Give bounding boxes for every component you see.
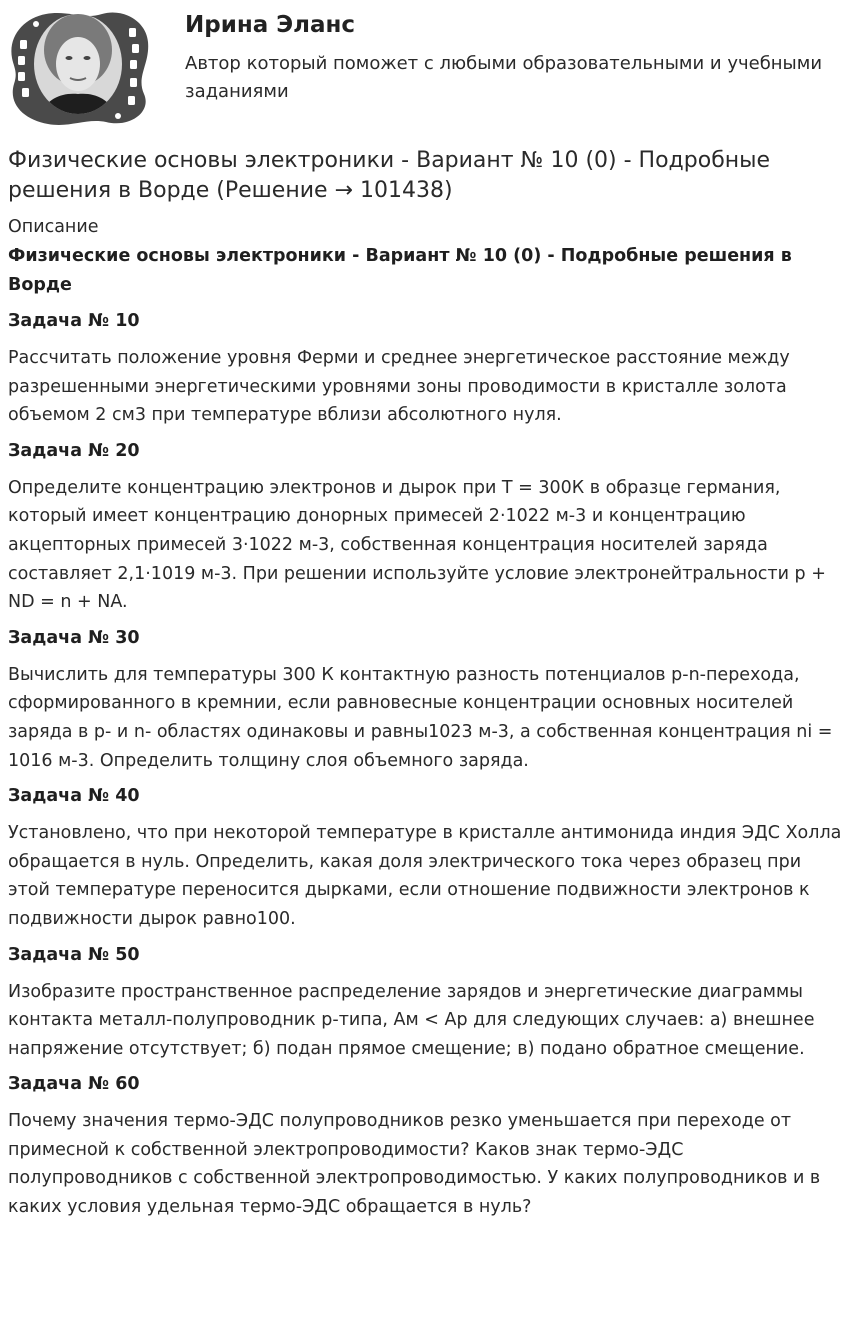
- task-block: [8, 783, 842, 933]
- task-block: [8, 625, 842, 775]
- task-title: Задача № 50: [8, 944, 140, 965]
- task-block: [8, 308, 842, 430]
- main-content: [8, 146, 842, 1230]
- task-text: Установлено, что при некоторой температуре в кристалле антимонида индия ЭДС Холла обращается в нуль. Определить, какая доля электрического тока через образец при этой температуре переносится дырками, если отношение подвижности электронов к подвижности дырок равно100.: [8, 823, 842, 929]
- task-block: [8, 1071, 842, 1221]
- task-text: Рассчитать положение уровня Ферми и среднее энергетическое расстояние между разрешенными энергетическими уровнями зоны проводимости в кристалле золота объемом 2 см3 при температуре вблизи абсолютного нуля.: [8, 348, 790, 426]
- task-title: Задача № 20: [8, 440, 140, 461]
- page-title: Физические основы электроники - Вариант № 10 (0) - Подробные решения в Ворде (Решение → 101438): [8, 148, 771, 203]
- author-header: [0, 0, 847, 135]
- description-label: Описание: [8, 217, 99, 237]
- task-title: Задача № 60: [8, 1074, 140, 1095]
- author-avatar[interactable]: [6, 6, 152, 128]
- task-block: [8, 438, 842, 617]
- task-text: Вычислить для температуры 300 К контактную разность потенциалов p-n-перехода, сформированного в кремнии, если равновесные концентрации основных носителей заряда в p- и n- областях одинаковы и равны1023 м-3, а собственная концентрация ni = 1016 м-3. Определить толщину слоя объемного заряда.: [8, 664, 833, 771]
- task-title: Задача № 30: [8, 627, 140, 648]
- task-text: Почему значения термо-ЭДС полупроводников резко уменьшается при переходе от примесной к собственной электропроводимости? Каков знак термо-ЭДС полупроводников с собственной электропроводимостью. У каких полупроводников и в каких условия удельная термо-ЭДС обращается в нуль?: [8, 1111, 821, 1218]
- task-title: Задача № 40: [8, 786, 140, 807]
- task-block: [8, 942, 842, 1064]
- task-title: Задача № 10: [8, 311, 140, 331]
- author-bio: Автор который поможет с любыми образовательными и учебными заданиями: [185, 53, 823, 102]
- task-text: Изобразите пространственное распределение зарядов и энергетические диаграммы контакта металл-полупроводник p-типа, Aм < Ap для следующих случаев: а) внешнее напряжение отсутствует; б) подан прямое смещение; в) подано обратное смещение.: [8, 981, 815, 1059]
- author-name[interactable]: Ирина Эланс: [185, 12, 356, 38]
- description-heading: Физические основы электроники - Вариант № 10 (0) - Подробные решения в Ворде: [8, 246, 792, 295]
- task-text: Определите концентрацию электронов и дырок при Т = 300К в образце германия, который имеет концентрацию донорных примесей 2·1022 м-3 и концентрацию акцепторных примесей 3·1022 м-3, собственная концентрация носителей заряда составляет 2,1·1019 м-3. При решении используйте условие электронейтральности p + ND = n + NA.: [8, 477, 826, 613]
